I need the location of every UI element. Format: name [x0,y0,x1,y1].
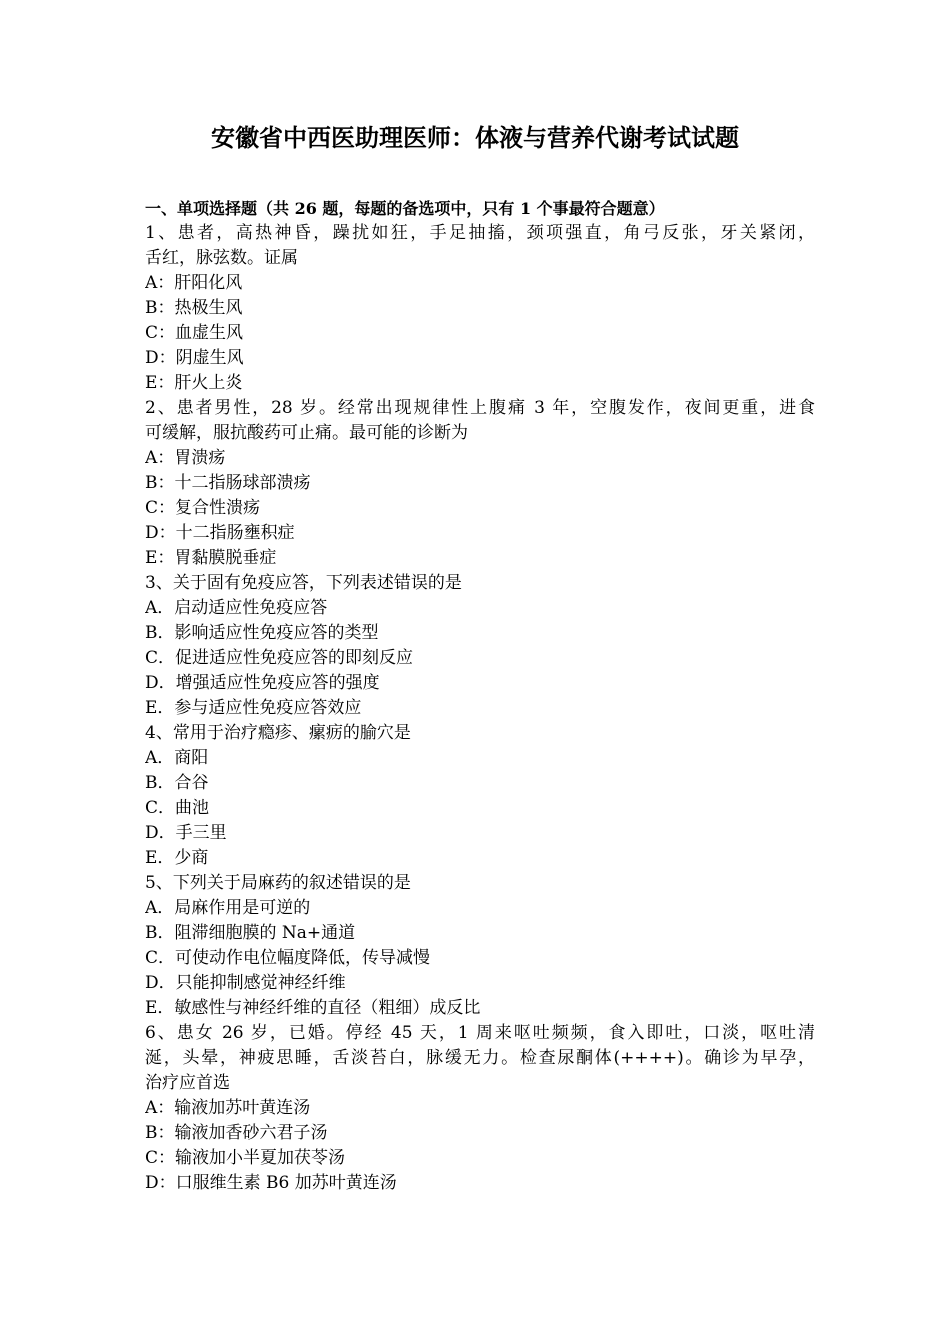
answer-option: D：十二指肠壅积症 [145,523,295,543]
answer-option: A：肝阳化风 [145,273,243,293]
answer-option: B：十二指肠球部溃疡 [145,473,311,493]
question-stem-line: 4、常用于治疗瘾疹、瘰疬的腧穴是 [145,723,411,743]
answer-option: C：血虚生风 [145,323,244,343]
question-stem [145,871,815,896]
answer-option: E．参与适应性免疫应答效应 [145,698,362,718]
question-stem [145,1021,815,1096]
question-5 [145,871,815,1021]
question-stem-line: 舌红，脉弦数。证属 [145,248,298,268]
answer-option: A．局麻作用是可逆的 [145,898,311,918]
question-6 [145,1021,815,1196]
answer-option: B．阻滞细胞膜的 Na+通道 [145,923,356,943]
answer-option: E：胃黏膜脱垂症 [145,548,277,568]
answer-option: B：热极生风 [145,298,243,318]
section-heading: 一、单项选择题（共 26 题，每题的备选项中，只有 1 个事最符合题意） [145,199,665,218]
question-stem-line: 6、患女 26 岁，已婚。停经 45 天，1 周来呕吐频频，食入即吐，口淡，呕吐清 [145,1023,815,1043]
answer-option: E．少商 [145,848,209,868]
answer-option: C：输液加小半夏加茯苓汤 [145,1148,346,1168]
answer-option: A．商阳 [145,748,209,768]
question-stem-line: 5、下列关于局麻药的叙述错误的是 [145,873,411,893]
question-3 [145,571,815,721]
question-stem [145,396,815,446]
question-2 [145,396,815,571]
document-title: 安徽省中西医助理医师：体液与营养代谢考试试题 [211,123,739,152]
question-4 [145,721,815,871]
answer-option: D：口服维生素 B6 加苏叶黄连汤 [145,1173,397,1193]
answer-option: C：复合性溃疡 [145,498,261,518]
answer-option: B：输液加香砂六君子汤 [145,1123,328,1143]
question-stem [145,721,815,746]
answer-option: D．增强适应性免疫应答的强度 [145,673,380,693]
answer-option: D：阴虚生风 [145,348,244,368]
question-stem-line: 2、患者男性，28 岁。经常出现规律性上腹痛 3 年，空腹发作，夜间更重，进食 [145,398,815,418]
answer-option: B．影响适应性免疫应答的类型 [145,623,379,643]
answer-option: C．可使动作电位幅度降低，传导减慢 [145,948,431,968]
answer-option: A：输液加苏叶黄连汤 [145,1098,311,1118]
answer-option: D．手三里 [145,823,227,843]
question-stem-line: 治疗应首选 [145,1073,230,1093]
answer-option: E．敏感性与神经纤维的直径（粗细）成反比 [145,998,481,1018]
question-stem-line: 3、关于固有免疫应答，下列表述错误的是 [145,573,462,593]
answer-option: A．启动适应性免疫应答 [145,598,328,618]
answer-option: A：胃溃疡 [145,448,226,468]
document-body [145,196,815,1196]
question-stem-line: 涎，头晕，神疲思睡，舌淡苔白，脉缓无力。检查尿酮体(++++)。确诊为早孕， [145,1048,815,1068]
question-1 [145,221,815,396]
question-stem-line: 可缓解，服抗酸药可止痛。最可能的诊断为 [145,423,468,443]
answer-option: C．曲池 [145,798,210,818]
answer-option: B．合谷 [145,773,209,793]
question-stem-line: 1、患者，高热神昏，躁扰如狂，手足抽搐，颈项强直，角弓反张，牙关紧闭， [145,223,815,243]
answer-option: D．只能抑制感觉神经纤维 [145,973,346,993]
question-stem [145,221,815,271]
answer-option: E：肝火上炎 [145,373,243,393]
answer-option: C．促进适应性免疫应答的即刻反应 [145,648,414,668]
question-stem [145,571,815,596]
